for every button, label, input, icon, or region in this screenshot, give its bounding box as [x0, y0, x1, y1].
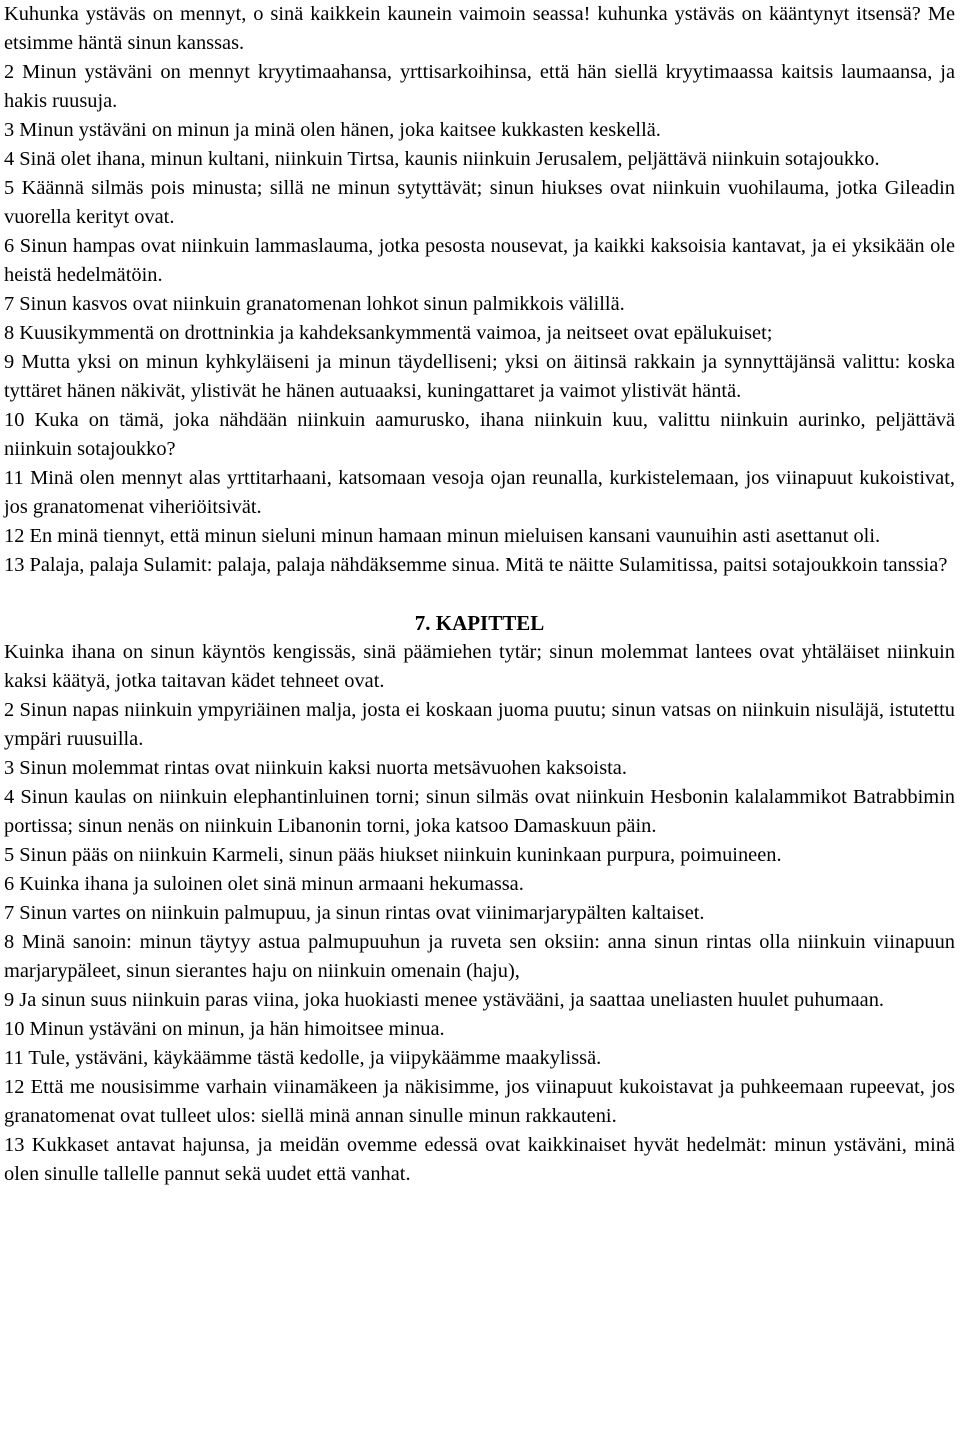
verse: 11 Minä olen mennyt alas yrttitarhaani, katsomaan vesoja ojan reunalla, kurkistelemaan, jos viinapuut kukoistivat, jos granatomenat viheriöitsivät. [4, 467, 955, 518]
verse: 10 Kuka on tämä, joka nähdään niinkuin aamurusko, ihana niinkuin kuu, valittu niinkuin aurinko, peljättävä niinkuin sotajoukko? [4, 409, 955, 460]
chapter-heading: 7. KAPITTEL [414, 611, 545, 635]
verse: 9 Ja sinun suus niinkuin paras viina, joka huokiasti menee ystävääni, ja saattaa uneliasten huulet puhumaan. [4, 989, 884, 1011]
chapter-6-section [4, 0, 955, 580]
verse: 11 Tule, ystäväni, käykäämme tästä kedolle, ja viipykäämme maakylissä. [4, 1047, 602, 1069]
document-page [4, 0, 955, 1189]
verse: 9 Mutta yksi on minun kyhkyläiseni ja minun täydelliseni; yksi on äitinsä rakkain ja synnyttäjänsä valittu: koska tyttäret hänen näkivät, ylistivät he hänen autuaaksi, kuningattaret ja vaimot ylistivät häntä. [4, 351, 955, 402]
verse: Kuinka ihana on sinun käyntös kengissäs, sinä päämiehen tytär; sinun molemmat lantees ovat yhtäläiset niinkuin kaksi käätyä, jotka taitavan kädet tehneet ovat. [4, 641, 955, 692]
verse: 10 Minun ystäväni on minun, ja hän himoitsee minua. [4, 1018, 445, 1040]
verse: 8 Kuusikymmentä on drottninkia ja kahdeksankymmentä vaimoa, ja neitseet ovat epälukuiset; [4, 322, 773, 344]
verse: 3 Sinun molemmat rintas ovat niinkuin kaksi nuorta metsävuohen kaksoista. [4, 757, 627, 779]
verse: 2 Minun ystäväni on mennyt kryytimaahansa, yrttisarkoihinsa, että hän siellä kryytimaassa kaitsis laumaansa, ja hakis ruusuja. [4, 61, 955, 112]
verse: 5 Sinun pääs on niinkuin Karmeli, sinun pääs hiukset niinkuin kuninkaan purpura, poimuineen. [4, 844, 782, 866]
verse: Kuhunka ystäväs on mennyt, o sinä kaikkein kaunein vaimoin seassa! kuhunka ystäväs on kääntynyt itsensä? Me etsimme häntä sinun kanssas. [4, 3, 955, 54]
verse: 13 Kukkaset antavat hajunsa, ja meidän ovemme edessä ovat kaikkinaiset hyvät hedelmät: minun ystäväni, minä olen sinulle tallelle pannut sekä uudet että vanhat. [4, 1134, 955, 1185]
verse: 7 Sinun vartes on niinkuin palmupuu, ja sinun rintas ovat viinimarjarypälten kaltaiset. [4, 902, 705, 924]
verse: 12 En minä tiennyt, että minun sieluni minun hamaan minun mieluisen kansani vaunuihin asti asettanut oli. [4, 525, 881, 547]
verse: 12 Että me nousisimme varhain viinamäkeen ja näkisimme, jos viinapuut kukoistavat ja puhkeemaan rupeevat, jos granatomenat ovat tulleet ulos: siellä minä annan sinulle minun rakkauteni. [4, 1076, 955, 1127]
verse: 7 Sinun kasvos ovat niinkuin granatomenan lohkot sinun palmikkois välillä. [4, 293, 625, 315]
verse: 13 Palaja, palaja Sulamit: palaja, palaja nähdäksemme sinua. Mitä te näitte Sulamitissa, paitsi sotajoukkoin tanssia? [4, 554, 948, 576]
verse: 2 Sinun napas niinkuin ympyriäinen malja, josta ei koskaan juoma puutu; sinun vatsas on niinkuin nisuläjä, istutettu ympäri ruusuilla. [4, 699, 955, 750]
verse: 4 Sinä olet ihana, minun kultani, niinkuin Tirtsa, kaunis niinkuin Jerusalem, peljättävä niinkuin sotajoukko. [4, 148, 880, 170]
verse: 3 Minun ystäväni on minun ja minä olen hänen, joka kaitsee kukkasten keskellä. [4, 119, 661, 141]
verse: 6 Kuinka ihana ja suloinen olet sinä minun armaani hekumassa. [4, 873, 524, 895]
verse: 8 Minä sanoin: minun täytyy astua palmupuuhun ja ruveta sen oksiin: anna sinun rintas olla niinkuin viinapuun marjarypäleet, sinun sierantes haju on niinkuin omenain (haju), [4, 931, 955, 982]
verse: 6 Sinun hampas ovat niinkuin lammaslauma, jotka pesosta nousevat, ja kaikki kaksoisia kantavat, ja ei yksikään ole heistä hedelmätöin. [4, 235, 955, 286]
chapter-7-section [4, 638, 955, 1189]
verse: 4 Sinun kaulas on niinkuin elephantinluinen torni; sinun silmäs ovat niinkuin Hesbonin kalalammikot Batrabbimin portissa; sinun nenäs on niinkuin Libanonin torni, joka katsoo Damaskuun päin. [4, 786, 955, 837]
verse: 5 Käännä silmäs pois minusta; sillä ne minun sytyttävät; sinun hiukses ovat niinkuin vuohilauma, jotka Gileadin vuorella kerityt ovat. [4, 177, 955, 228]
